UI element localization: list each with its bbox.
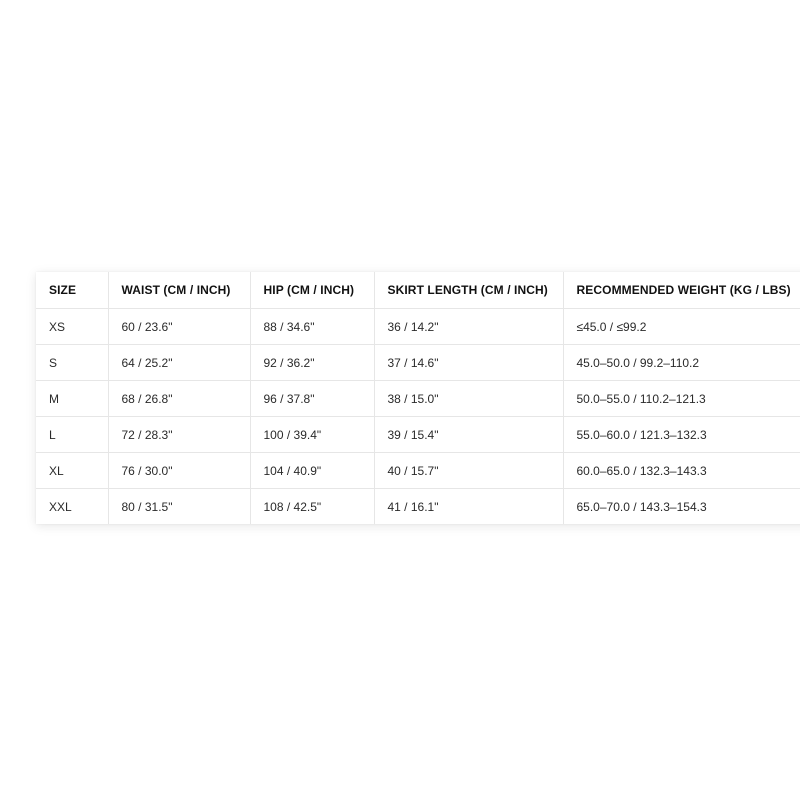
cell-recommended-weight: 65.0–70.0 / 143.3–154.3 [576, 499, 707, 514]
cell-size: M [36, 381, 108, 417]
cell-recommended-weight: ≤45.0 / ≤99.2 [563, 309, 800, 345]
cell-recommended-weight: 55.0–60.0 / 121.3–132.3 [563, 417, 800, 453]
cell-waist: 76 / 30.0" [108, 453, 250, 489]
table-row [36, 309, 800, 345]
cell-size: S [36, 345, 108, 381]
table-row [36, 489, 800, 525]
cell-waist: 72 / 28.3" [108, 417, 250, 453]
table-row [36, 345, 800, 381]
cell-size: XXL [36, 489, 108, 525]
header-waist: WAIST (CM / INCH) [108, 272, 250, 309]
cell-waist: 60 / 23.6" [108, 309, 250, 345]
cell-skirt-length: 40 / 15.7" [374, 453, 563, 489]
size-chart-card [36, 272, 800, 524]
header-row [36, 272, 800, 309]
cell-skirt-length: 38 / 15.0" [374, 381, 563, 417]
cell-skirt-length: 37 / 14.6" [374, 345, 563, 381]
cell-hip: 92 / 36.2" [250, 345, 374, 381]
cell-recommended-weight: 50.0–55.0 / 110.2–121.3 [563, 381, 800, 417]
table-row [36, 417, 800, 453]
cell-hip: 104 / 40.9" [250, 453, 374, 489]
cell-skirt-length: 36 / 14.2" [374, 309, 563, 345]
cell-hip: 88 / 34.6" [250, 309, 374, 345]
cell-waist: 64 / 25.2" [108, 345, 250, 381]
size-chart-table [36, 272, 800, 524]
cell-size: XS [36, 309, 108, 345]
header-skirt-length: SKIRT LENGTH (CM / INCH) [374, 272, 563, 309]
cell-skirt-length: 41 / 16.1" [374, 489, 563, 525]
cell-waist: 80 / 31.5" [108, 489, 250, 525]
cell-hip: 108 / 42.5" [250, 489, 374, 525]
table-row [36, 381, 800, 417]
cell-recommended-weight: 60.0–65.0 / 132.3–143.3 [563, 453, 800, 489]
cell-waist: 68 / 26.8" [108, 381, 250, 417]
table-row [36, 453, 800, 489]
header-recommended-weight: RECOMMENDED WEIGHT (KG / LBS) [563, 272, 800, 309]
cell-hip: 100 / 39.4" [250, 417, 374, 453]
cell-hip: 96 / 37.8" [250, 381, 374, 417]
cell-size: L [36, 417, 108, 453]
cell-recommended-weight: 45.0–50.0 / 99.2–110.2 [563, 345, 800, 381]
header-size: SIZE [36, 272, 108, 309]
header-hip: HIP (CM / INCH) [250, 272, 374, 309]
cell-skirt-length: 39 / 15.4" [374, 417, 563, 453]
cell-size: XL [36, 453, 108, 489]
